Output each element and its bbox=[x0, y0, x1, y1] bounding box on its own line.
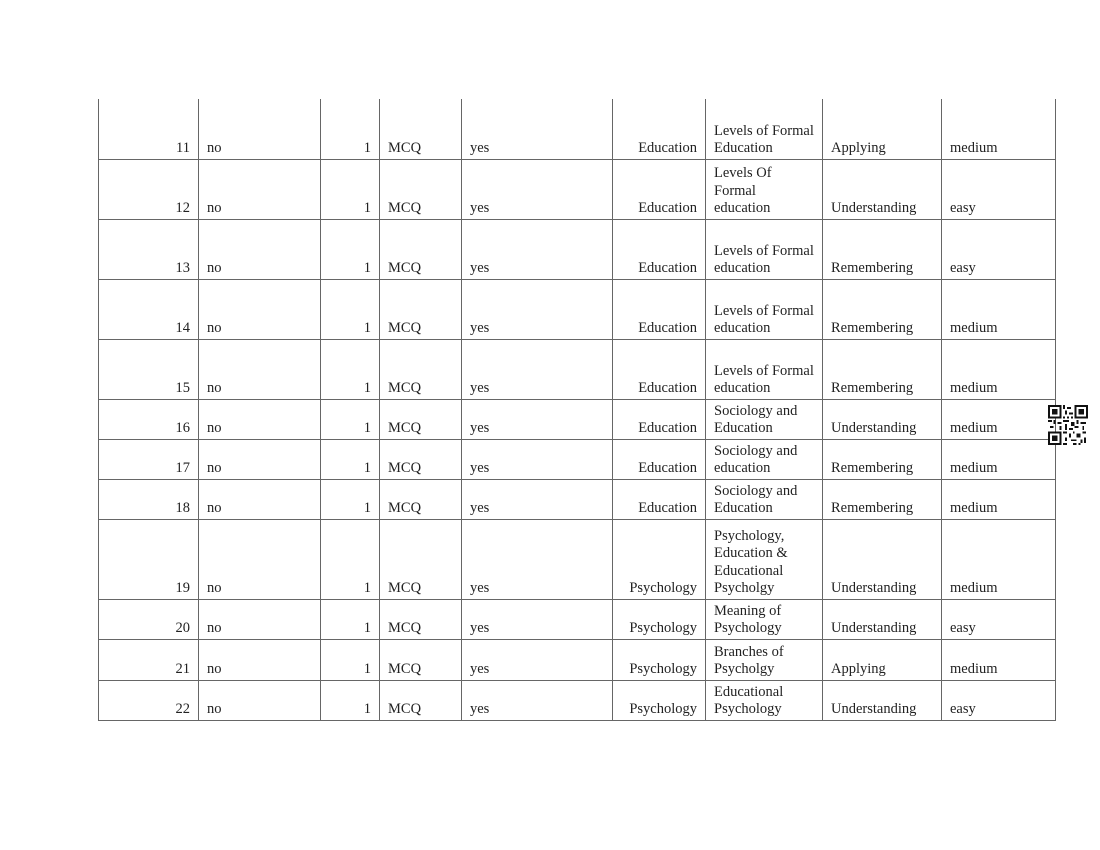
table-row bbox=[99, 279, 1056, 339]
topic-cell: Levels of Formal Education bbox=[706, 99, 823, 159]
cognitive-level-cell: Understanding bbox=[823, 599, 942, 639]
flag-cell: no bbox=[199, 99, 321, 159]
subject-cell: Education bbox=[613, 439, 706, 479]
table-row bbox=[99, 519, 1056, 599]
flag-cell: no bbox=[199, 399, 321, 439]
table-row bbox=[99, 339, 1056, 399]
table-row bbox=[99, 399, 1056, 439]
subject-cell: Education bbox=[613, 279, 706, 339]
difficulty-cell: easy bbox=[942, 599, 1056, 639]
question-number: 12 bbox=[99, 159, 199, 219]
cognitive-level-cell: Applying bbox=[823, 639, 942, 680]
cognitive-level-cell: Understanding bbox=[823, 680, 942, 720]
question-type-cell: MCQ bbox=[380, 639, 462, 680]
flag-cell: no bbox=[199, 339, 321, 399]
subject-cell: Education bbox=[613, 159, 706, 219]
marks-cell: 1 bbox=[321, 159, 380, 219]
table-row bbox=[99, 99, 1056, 159]
subject-cell: Psychology bbox=[613, 519, 706, 599]
marks-cell: 1 bbox=[321, 279, 380, 339]
table-row bbox=[99, 439, 1056, 479]
answered-cell: yes bbox=[462, 639, 613, 680]
answered-cell: yes bbox=[462, 159, 613, 219]
cognitive-level-cell: Applying bbox=[823, 99, 942, 159]
question-number: 13 bbox=[99, 219, 199, 279]
flag-cell: no bbox=[199, 599, 321, 639]
question-number: 11 bbox=[99, 99, 199, 159]
questions-table bbox=[98, 99, 1056, 721]
difficulty-cell: medium bbox=[942, 339, 1056, 399]
topic-cell: Levels Of Formal education bbox=[706, 159, 823, 219]
question-type-cell: MCQ bbox=[380, 439, 462, 479]
difficulty-cell: medium bbox=[942, 519, 1056, 599]
difficulty-cell: easy bbox=[942, 159, 1056, 219]
question-type-cell: MCQ bbox=[380, 99, 462, 159]
difficulty-cell: easy bbox=[942, 219, 1056, 279]
topic-cell: Levels of Formal education bbox=[706, 279, 823, 339]
subject-cell: Psychology bbox=[613, 680, 706, 720]
difficulty-cell: medium bbox=[942, 99, 1056, 159]
difficulty-cell: medium bbox=[942, 439, 1056, 479]
subject-cell: Education bbox=[613, 99, 706, 159]
subject-cell: Education bbox=[613, 339, 706, 399]
answered-cell: yes bbox=[462, 479, 613, 519]
question-number: 18 bbox=[99, 479, 199, 519]
cognitive-level-cell: Remembering bbox=[823, 219, 942, 279]
cognitive-level-cell: Remembering bbox=[823, 279, 942, 339]
answered-cell: yes bbox=[462, 599, 613, 639]
difficulty-cell: medium bbox=[942, 399, 1056, 439]
subject-cell: Psychology bbox=[613, 639, 706, 680]
question-type-cell: MCQ bbox=[380, 219, 462, 279]
marks-cell: 1 bbox=[321, 639, 380, 680]
question-number: 19 bbox=[99, 519, 199, 599]
table-row bbox=[99, 599, 1056, 639]
difficulty-cell: medium bbox=[942, 279, 1056, 339]
question-number: 22 bbox=[99, 680, 199, 720]
marks-cell: 1 bbox=[321, 599, 380, 639]
cognitive-level-cell: Understanding bbox=[823, 519, 942, 599]
answered-cell: yes bbox=[462, 339, 613, 399]
difficulty-cell: medium bbox=[942, 639, 1056, 680]
question-number: 20 bbox=[99, 599, 199, 639]
answered-cell: yes bbox=[462, 680, 613, 720]
qr-code-icon bbox=[1048, 405, 1088, 445]
flag-cell: no bbox=[199, 639, 321, 680]
flag-cell: no bbox=[199, 439, 321, 479]
question-type-cell: MCQ bbox=[380, 279, 462, 339]
question-type-cell: MCQ bbox=[380, 339, 462, 399]
flag-cell: no bbox=[199, 479, 321, 519]
topic-cell: Levels of Formal education bbox=[706, 339, 823, 399]
table-row bbox=[99, 479, 1056, 519]
question-number: 15 bbox=[99, 339, 199, 399]
answered-cell: yes bbox=[462, 219, 613, 279]
marks-cell: 1 bbox=[321, 680, 380, 720]
topic-cell: Meaning of Psychology bbox=[706, 599, 823, 639]
topic-cell: Branches of Psycholgy bbox=[706, 639, 823, 680]
topic-cell: Sociology and Education bbox=[706, 479, 823, 519]
cognitive-level-cell: Remembering bbox=[823, 339, 942, 399]
marks-cell: 1 bbox=[321, 439, 380, 479]
difficulty-cell: easy bbox=[942, 680, 1056, 720]
question-type-cell: MCQ bbox=[380, 479, 462, 519]
subject-cell: Education bbox=[613, 399, 706, 439]
flag-cell: no bbox=[199, 519, 321, 599]
table-row bbox=[99, 219, 1056, 279]
marks-cell: 1 bbox=[321, 99, 380, 159]
questions-table-body bbox=[99, 99, 1056, 720]
question-number: 14 bbox=[99, 279, 199, 339]
table-row bbox=[99, 159, 1056, 219]
answered-cell: yes bbox=[462, 399, 613, 439]
marks-cell: 1 bbox=[321, 339, 380, 399]
marks-cell: 1 bbox=[321, 519, 380, 599]
marks-cell: 1 bbox=[321, 399, 380, 439]
table-row bbox=[99, 680, 1056, 720]
cognitive-level-cell: Remembering bbox=[823, 479, 942, 519]
question-number: 16 bbox=[99, 399, 199, 439]
flag-cell: no bbox=[199, 159, 321, 219]
topic-cell: Psychology, Education & Educational Psycholgy bbox=[706, 519, 823, 599]
question-type-cell: MCQ bbox=[380, 519, 462, 599]
cognitive-level-cell: Understanding bbox=[823, 399, 942, 439]
question-number: 21 bbox=[99, 639, 199, 680]
marks-cell: 1 bbox=[321, 479, 380, 519]
difficulty-cell: medium bbox=[942, 479, 1056, 519]
marks-cell: 1 bbox=[321, 219, 380, 279]
flag-cell: no bbox=[199, 279, 321, 339]
subject-cell: Education bbox=[613, 479, 706, 519]
subject-cell: Psychology bbox=[613, 599, 706, 639]
flag-cell: no bbox=[199, 680, 321, 720]
question-number: 17 bbox=[99, 439, 199, 479]
flag-cell: no bbox=[199, 219, 321, 279]
subject-cell: Education bbox=[613, 219, 706, 279]
topic-cell: Educational Psychology bbox=[706, 680, 823, 720]
cognitive-level-cell: Understanding bbox=[823, 159, 942, 219]
answered-cell: yes bbox=[462, 519, 613, 599]
question-type-cell: MCQ bbox=[380, 680, 462, 720]
answered-cell: yes bbox=[462, 279, 613, 339]
answered-cell: yes bbox=[462, 439, 613, 479]
question-type-cell: MCQ bbox=[380, 399, 462, 439]
topic-cell: Levels of Formal education bbox=[706, 219, 823, 279]
topic-cell: Sociology and Education bbox=[706, 399, 823, 439]
table-row bbox=[99, 639, 1056, 680]
answered-cell: yes bbox=[462, 99, 613, 159]
cognitive-level-cell: Remembering bbox=[823, 439, 942, 479]
question-type-cell: MCQ bbox=[380, 159, 462, 219]
topic-cell: Sociology and education bbox=[706, 439, 823, 479]
question-type-cell: MCQ bbox=[380, 599, 462, 639]
